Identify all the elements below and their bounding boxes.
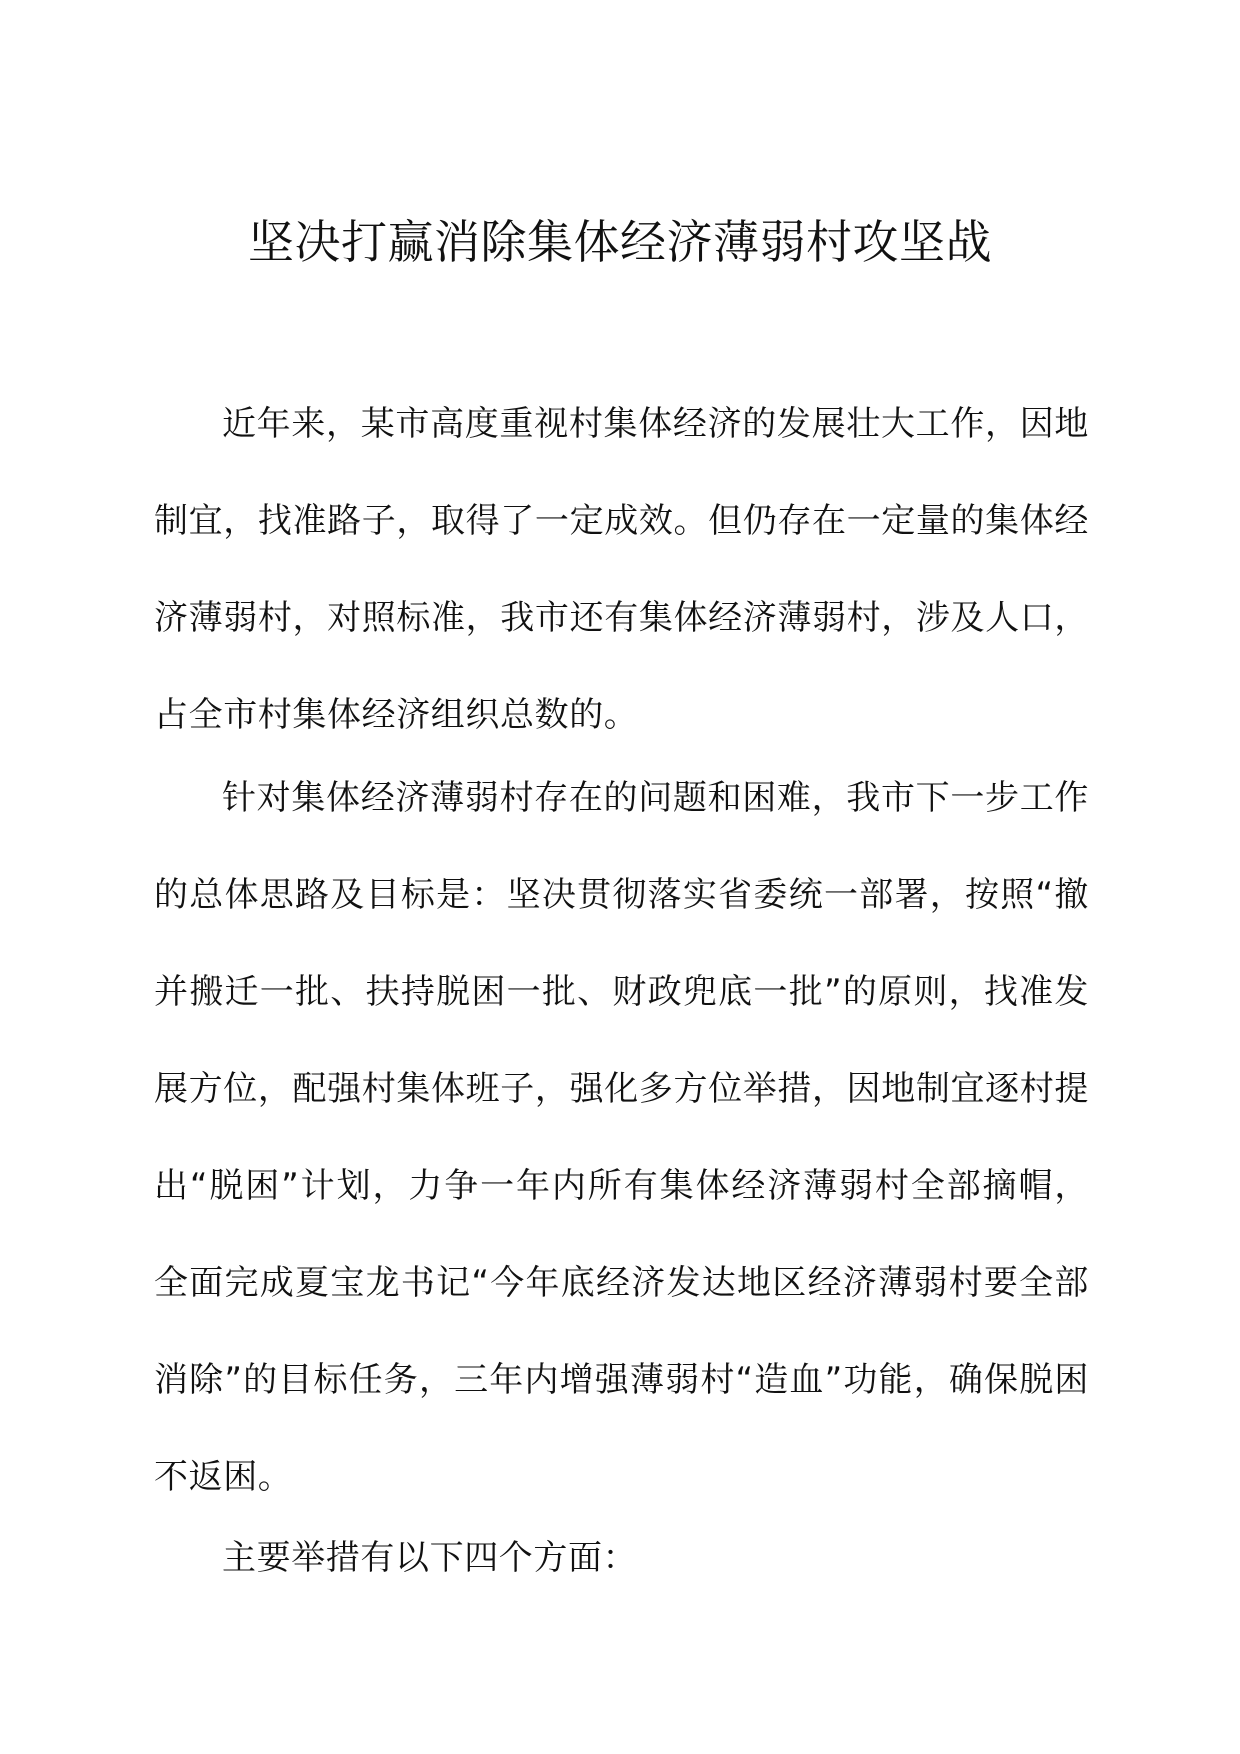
paragraph-approach: 针对集体经济薄弱村存在的问题和困难，我市下一步工作的总体思路及目标是：坚决贯彻落实省委统一部署，按照“撤并搬迁一批、扶持脱困一批、财政兜底一批”的原则，找准发展方位，配强村集体班子，强化多方位举措，因地制宜逐村提出“脱困”计划，力争一年内所有集体经济薄弱村全部摘帽，全面完成夏宝龙书记“今年底经济发达地区经济薄弱村要全部消除”的目标任务，三年内增强薄弱村“造血”功能，确保脱困不返困。	[154, 778, 1089, 1497]
paragraph-block-1	[154, 376, 1089, 764]
paragraph-block-2	[154, 750, 1089, 1526]
paragraph-block-3	[154, 1510, 1089, 1607]
paragraph-measures-heading: 主要举措有以下四个方面：	[222, 1538, 638, 1578]
paragraph-intro: 近年来，某市高度重视村集体经济的发展壮大工作，因地制宜，找准路子，取得了一定成效。但仍存在一定量的集体经济薄弱村，对照标准，我市还有集体经济薄弱村，涉及人口，占全市村集体经济组织总数的。	[154, 404, 1089, 735]
document-title: 坚决打赢消除集体经济薄弱村攻坚战	[248, 215, 992, 269]
